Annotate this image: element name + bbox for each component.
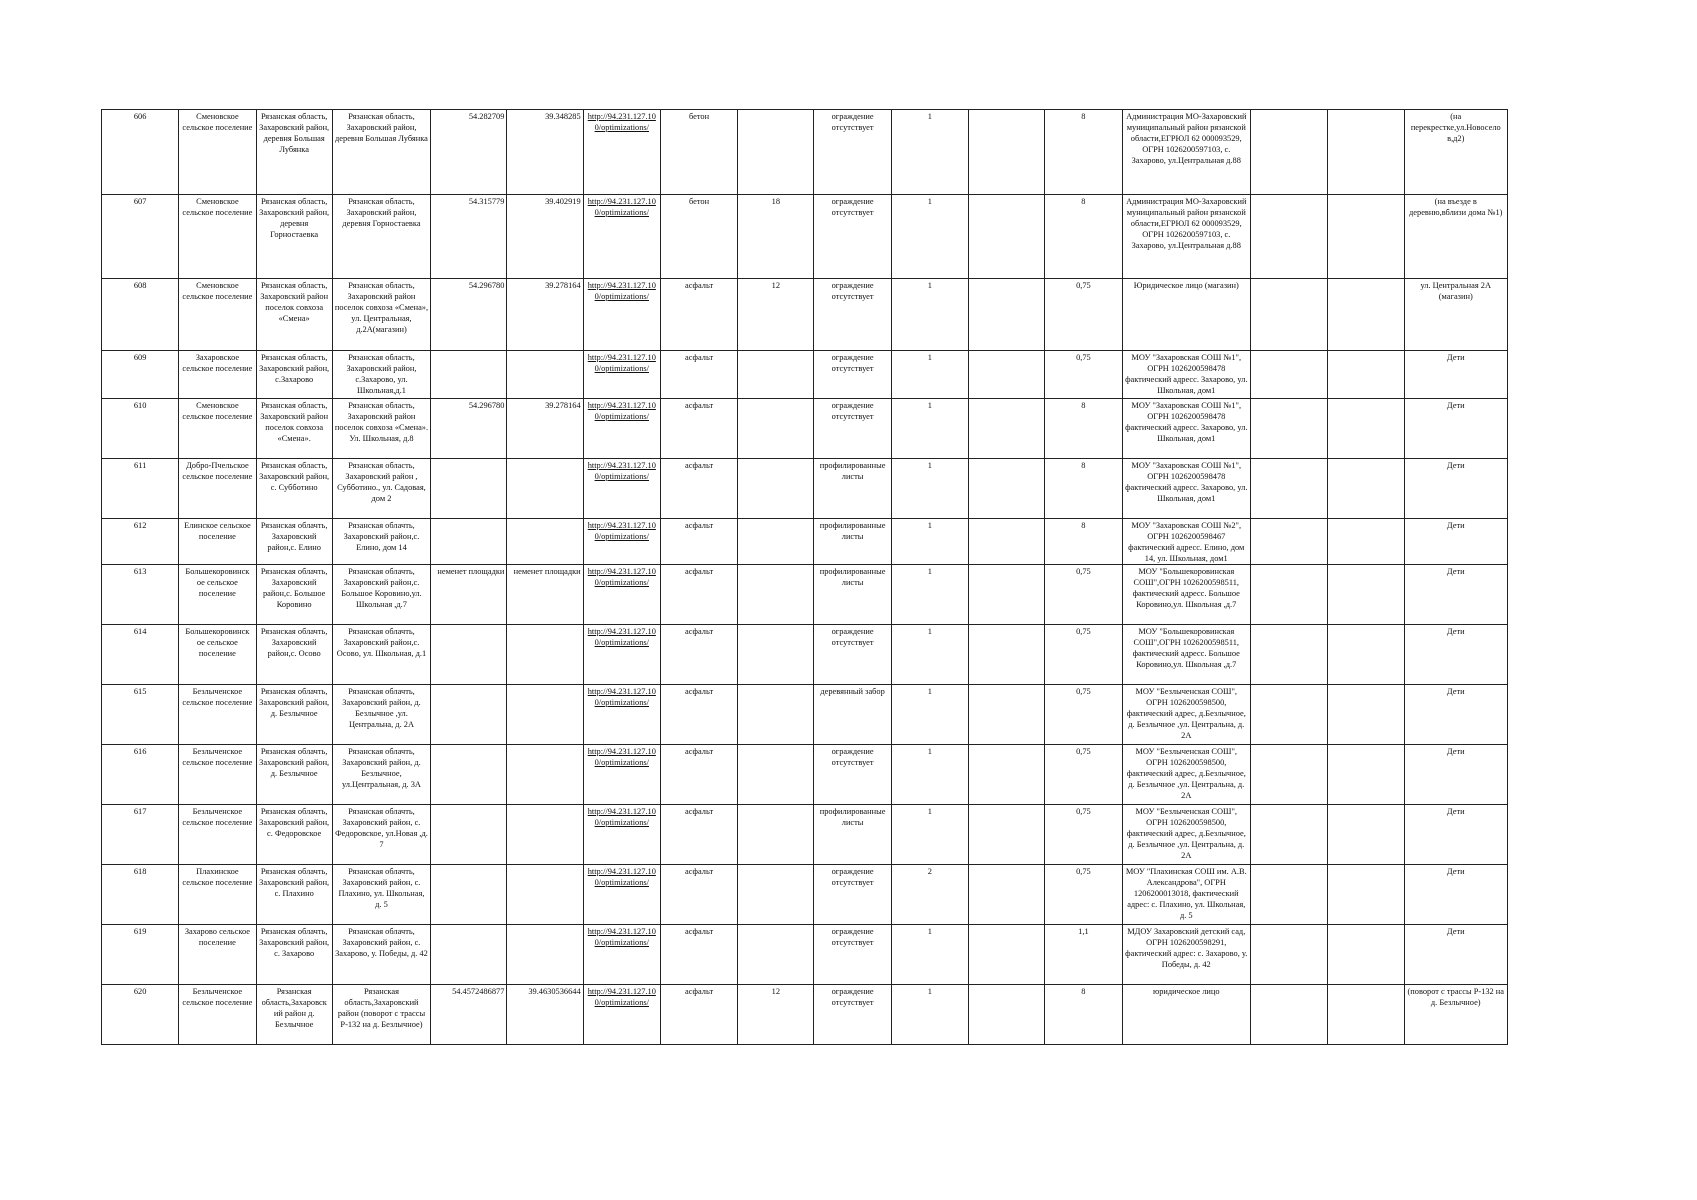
link-cell [583, 399, 660, 459]
longitude-cell [507, 685, 583, 745]
row-number-cell: 615 [102, 685, 179, 745]
table-row [102, 279, 1508, 351]
empty-cell [1250, 279, 1327, 351]
empty-cell [969, 519, 1045, 565]
empty-cell [969, 625, 1045, 685]
address-cell: Рязанская облачть, Захаровский район,с. Большое Коровино,ул. Школьная ,д.7 [332, 565, 430, 625]
longitude-cell [507, 459, 583, 519]
empty-cell [969, 351, 1045, 399]
surface-cell: асфальт [660, 351, 737, 399]
address-cell: Рязанская облачть, Захаровский район, с. Плахино, ул. Школьная, д. 5 [332, 865, 430, 925]
surface-cell: асфальт [660, 519, 737, 565]
fence-cell: ограждение отсутствует [814, 865, 891, 925]
waste-source-cell: Дети [1404, 625, 1507, 685]
row-number-cell: 612 [102, 519, 179, 565]
container-volume-cell: 0,75 [1045, 279, 1122, 351]
container-count-cell: 1 [891, 745, 968, 805]
table-row [102, 985, 1508, 1045]
table-row [102, 110, 1508, 195]
row-number-cell: 607 [102, 195, 179, 279]
longitude-cell [507, 805, 583, 865]
settlement-cell: Безлыченское сельское поселение [179, 745, 256, 805]
row-number-cell: 620 [102, 985, 179, 1045]
area-cell [738, 625, 814, 685]
owner-cell: Юридическое лицо (магазин) [1122, 279, 1250, 351]
table-row [102, 351, 1508, 399]
waste-source-cell: Дети [1404, 685, 1507, 745]
empty-cell [969, 459, 1045, 519]
empty-cell [969, 565, 1045, 625]
district-cell: Рязанская облачть, Захаровский район, д. Безлычное [256, 685, 332, 745]
container-volume-cell: 0,75 [1045, 351, 1122, 399]
settlement-cell: Безлыченское сельское поселение [179, 805, 256, 865]
address-cell: Рязанская облачть, Захаровский район, с. Захарово, у. Победы, д. 42 [332, 925, 430, 985]
container-volume-cell: 8 [1045, 985, 1122, 1045]
container-count-cell: 1 [891, 110, 968, 195]
district-cell: Рязанская облачть, Захаровский район,с. Елино [256, 519, 332, 565]
fence-cell: ограждение отсутствует [814, 925, 891, 985]
empty-cell [1250, 519, 1327, 565]
settlement-cell: Плахинское сельское поселение [179, 865, 256, 925]
table-row [102, 925, 1508, 985]
table-row [102, 865, 1508, 925]
surface-cell: асфальт [660, 279, 737, 351]
settlement-cell: Большекоровинск ое сельское поселение [179, 565, 256, 625]
longitude-cell [507, 745, 583, 805]
container-count-cell: 1 [891, 625, 968, 685]
table-row [102, 685, 1508, 745]
registry-link[interactable]: http://94.231.127.100/optimizations/ [587, 521, 656, 541]
empty-cell [969, 195, 1045, 279]
registry-link[interactable]: http://94.231.127.100/optimizations/ [587, 807, 656, 827]
container-volume-cell: 0,75 [1045, 805, 1122, 865]
latitude-cell [431, 459, 507, 519]
longitude-cell [507, 865, 583, 925]
row-number-cell: 606 [102, 110, 179, 195]
container-volume-cell: 1,1 [1045, 925, 1122, 985]
longitude-cell [507, 625, 583, 685]
row-number-cell: 618 [102, 865, 179, 925]
row-number-cell: 617 [102, 805, 179, 865]
owner-cell: МОУ "Безлыченская СОШ", ОГРН 1026200598500, фактический адрес, д.Безлычное, д. Безлычное ,ул. Центральна, д. 2А [1122, 805, 1250, 865]
settlement-cell: Сменовское сельское поселение [179, 399, 256, 459]
empty-cell [969, 745, 1045, 805]
latitude-cell [431, 351, 507, 399]
longitude-cell [507, 519, 583, 565]
waste-source-cell: (на въезде в деревню,вблизи дома №1) [1404, 195, 1507, 279]
fence-cell: ограждение отсутствует [814, 110, 891, 195]
waste-source-cell: Дети [1404, 565, 1507, 625]
empty-cell [1250, 925, 1327, 985]
empty-cell [1328, 110, 1404, 195]
empty-cell [1250, 745, 1327, 805]
container-volume-cell: 8 [1045, 399, 1122, 459]
waste-source-cell: Дети [1404, 865, 1507, 925]
empty-cell [1250, 351, 1327, 399]
settlement-cell: Сменовское сельское поселение [179, 195, 256, 279]
empty-cell [1250, 985, 1327, 1045]
settlement-cell: Безлыченское сельское поселение [179, 985, 256, 1045]
district-cell: Рязанская область, Захаровский район, с.Захарово [256, 351, 332, 399]
container-volume-cell: 8 [1045, 110, 1122, 195]
fence-cell: ограждение отсутствует [814, 351, 891, 399]
district-cell: Рязанская область, Захаровский район поселок совхоза «Смена» [256, 279, 332, 351]
owner-cell: юридическое лицо [1122, 985, 1250, 1045]
longitude-cell: 39.4630536644 [507, 985, 583, 1045]
owner-cell: МОУ "Безлыченская СОШ", ОГРН 1026200598500, фактический адрес, д.Безлычное, д. Безлычное ,ул. Центральна, д. 2А [1122, 685, 1250, 745]
latitude-cell: 54.315779 [431, 195, 507, 279]
address-cell: Рязанская область,Захаровский район (поворот с трассы Р-132 на д. Безлычное) [332, 985, 430, 1045]
empty-cell [1328, 805, 1404, 865]
district-cell: Рязанская область, Захаровский район поселок совхоза «Смена». [256, 399, 332, 459]
surface-cell: асфальт [660, 865, 737, 925]
waste-source-cell: Дети [1404, 459, 1507, 519]
waste-source-cell: Дети [1404, 351, 1507, 399]
empty-cell [1250, 685, 1327, 745]
fence-cell: ограждение отсутствует [814, 625, 891, 685]
address-cell: Рязанская область, Захаровский район поселок совхоза «Смена». Ул. Школьная, д.8 [332, 399, 430, 459]
longitude-cell [507, 351, 583, 399]
district-cell: Рязанская облачть, Захаровский район,с. Большое Коровино [256, 565, 332, 625]
container-count-cell: 1 [891, 459, 968, 519]
registry-link[interactable]: http://94.231.127.100/optimizations/ [587, 567, 656, 587]
link-cell [583, 805, 660, 865]
empty-cell [969, 925, 1045, 985]
fence-cell: профилированные листы [814, 565, 891, 625]
waste-source-cell: Дети [1404, 399, 1507, 459]
longitude-cell: 39.278164 [507, 399, 583, 459]
settlement-cell: Большекоровинск ое сельское поселение [179, 625, 256, 685]
empty-cell [1328, 519, 1404, 565]
latitude-cell: 54.4572486877 [431, 985, 507, 1045]
latitude-cell [431, 745, 507, 805]
address-cell: Рязанская облачть, Захаровский район, д. Безлычное ,ул. Центральна, д. 2А [332, 685, 430, 745]
waste-source-cell: ул. Центральная 2А (магазин) [1404, 279, 1507, 351]
owner-cell: МОУ "Большекоровинская СОШ",ОГРН 1026200598511, фактический адресс. Большое Коровино,ул. Школьная ,д.7 [1122, 625, 1250, 685]
surface-cell: бетон [660, 110, 737, 195]
district-cell: Рязанская область,Захаровск ий район д. Безлычное [256, 985, 332, 1045]
container-count-cell: 1 [891, 519, 968, 565]
area-cell [738, 865, 814, 925]
waste-source-cell: (поворот с трассы Р-132 на д. Безлычное) [1404, 985, 1507, 1045]
owner-cell: МОУ "Захаровская СОШ №1", ОГРН 1026200598478 фактический адресс. Захарово, ул. Школьная, дом1 [1122, 459, 1250, 519]
registry-link[interactable]: http://94.231.127.100/optimizations/ [587, 927, 656, 947]
container-count-cell: 1 [891, 279, 968, 351]
waste-source-cell: Дети [1404, 519, 1507, 565]
district-cell: Рязанская облачть, Захаровский район, д. Безлычное [256, 745, 332, 805]
link-cell [583, 110, 660, 195]
registry-link[interactable]: http://94.231.127.100/optimizations/ [587, 112, 656, 132]
empty-cell [1250, 195, 1327, 279]
settlement-cell: Добро-Пчельское сельское поселение [179, 459, 256, 519]
owner-cell: МОУ "Большекоровинская СОШ",ОГРН 1026200598511, фактический адресс. Большое Коровино,ул. Школьная ,д.7 [1122, 565, 1250, 625]
area-cell: 12 [738, 279, 814, 351]
surface-cell: асфальт [660, 805, 737, 865]
address-cell: Рязанская облачть, Захаровский район, с. Федоровское, ул.Новая ,д. 7 [332, 805, 430, 865]
registry-link[interactable]: http://94.231.127.100/optimizations/ [587, 197, 656, 217]
settlement-cell: Елинское сельское поселение [179, 519, 256, 565]
surface-cell: асфальт [660, 625, 737, 685]
empty-cell [1250, 565, 1327, 625]
district-cell: Рязанская область, Захаровский район, с. Субботино [256, 459, 332, 519]
address-cell: Рязанская облачть, Захаровский район,с. Осово, ул. Школьная, д.1 [332, 625, 430, 685]
owner-cell: Администрация МО-Захаровский муниципальный район рязанской области,ЕГРЮЛ 62 000093529, ОГРН 1026200597103, с. Захарово, ул.Центральная д.88 [1122, 110, 1250, 195]
fence-cell: профилированные листы [814, 459, 891, 519]
row-number-cell: 613 [102, 565, 179, 625]
area-cell [738, 805, 814, 865]
link-cell [583, 865, 660, 925]
waste-source-cell: Дети [1404, 805, 1507, 865]
registry-table [101, 109, 1508, 1045]
link-cell [583, 925, 660, 985]
container-count-cell: 1 [891, 805, 968, 865]
container-count-cell: 1 [891, 195, 968, 279]
container-volume-cell: 8 [1045, 519, 1122, 565]
container-count-cell: 1 [891, 685, 968, 745]
fence-cell: ограждение отсутствует [814, 195, 891, 279]
container-count-cell: 2 [891, 865, 968, 925]
latitude-cell [431, 625, 507, 685]
fence-cell: профилированные листы [814, 519, 891, 565]
empty-cell [969, 865, 1045, 925]
district-cell: Рязанская облачть, Захаровский район, с. Федоровское [256, 805, 332, 865]
empty-cell [1328, 925, 1404, 985]
table-row [102, 565, 1508, 625]
area-cell [738, 519, 814, 565]
surface-cell: асфальт [660, 399, 737, 459]
latitude-cell [431, 685, 507, 745]
row-number-cell: 616 [102, 745, 179, 805]
table-row [102, 459, 1508, 519]
link-cell [583, 565, 660, 625]
container-volume-cell: 0,75 [1045, 865, 1122, 925]
empty-cell [1328, 279, 1404, 351]
address-cell: Рязанская облачть, Захаровский район, д. Безлычное, ул.Центральная, д. 3А [332, 745, 430, 805]
owner-cell: Администрация МО-Захаровский муниципальный район рязанской области,ЕГРЮЛ 62 000093529, ОГРН 1026200597103, с. Захарово, ул.Центральная д.88 [1122, 195, 1250, 279]
row-number-cell: 614 [102, 625, 179, 685]
settlement-cell: Сменовское сельское поселение [179, 110, 256, 195]
surface-cell: асфальт [660, 459, 737, 519]
empty-cell [969, 805, 1045, 865]
latitude-cell: 54.296780 [431, 399, 507, 459]
latitude-cell: 54.282709 [431, 110, 507, 195]
link-cell [583, 745, 660, 805]
empty-cell [1250, 865, 1327, 925]
owner-cell: МОУ "Захаровская СОШ №2", ОГРН 1026200598467 фактический адресс. Елино, дом 14, ул. Школьная, дом1 [1122, 519, 1250, 565]
waste-source-cell: Дети [1404, 745, 1507, 805]
longitude-cell: 39.348285 [507, 110, 583, 195]
address-cell: Рязанская область, Захаровский район, деревня Большая Лубянка [332, 110, 430, 195]
surface-cell: асфальт [660, 925, 737, 985]
link-cell [583, 985, 660, 1045]
settlement-cell: Захарово сельское поселение [179, 925, 256, 985]
container-count-cell: 1 [891, 925, 968, 985]
empty-cell [1328, 745, 1404, 805]
empty-cell [1328, 351, 1404, 399]
link-cell [583, 351, 660, 399]
container-count-cell: 1 [891, 565, 968, 625]
table-row [102, 625, 1508, 685]
address-cell: Рязанская область, Захаровский район поселок совхоза «Смена», ул. Центральная, д.2А(магазин) [332, 279, 430, 351]
settlement-cell: Безлыченское сельское поселение [179, 685, 256, 745]
area-cell [738, 399, 814, 459]
area-cell [738, 565, 814, 625]
empty-cell [1328, 399, 1404, 459]
surface-cell: асфальт [660, 985, 737, 1045]
table-row [102, 805, 1508, 865]
fence-cell: ограждение отсутствует [814, 985, 891, 1045]
fence-cell: деревянный забор [814, 685, 891, 745]
empty-cell [1250, 805, 1327, 865]
district-cell: Рязанская область, Захаровский район, деревня Горностаевка [256, 195, 332, 279]
empty-cell [969, 110, 1045, 195]
container-volume-cell: 0,75 [1045, 565, 1122, 625]
area-cell [738, 745, 814, 805]
fence-cell: ограждение отсутствует [814, 279, 891, 351]
container-volume-cell: 8 [1045, 195, 1122, 279]
registry-link[interactable]: http://94.231.127.100/optimizations/ [587, 867, 656, 887]
empty-cell [1328, 985, 1404, 1045]
waste-source-cell: Дети [1404, 925, 1507, 985]
empty-cell [1328, 865, 1404, 925]
latitude-cell [431, 519, 507, 565]
container-count-cell: 1 [891, 351, 968, 399]
area-cell [738, 925, 814, 985]
empty-cell [969, 985, 1045, 1045]
surface-cell: асфальт [660, 565, 737, 625]
district-cell: Рязанская облачть, Захаровский район, с. Захарово [256, 925, 332, 985]
empty-cell [969, 399, 1045, 459]
longitude-cell: неменет площадки [507, 565, 583, 625]
container-volume-cell: 0,75 [1045, 745, 1122, 805]
area-cell [738, 685, 814, 745]
surface-cell: асфальт [660, 685, 737, 745]
owner-cell: МОУ "Захаровская СОШ №1", ОГРН 1026200598478 фактический адресс. Захарово, ул. Школьная, дом1 [1122, 351, 1250, 399]
registry-link[interactable]: http://94.231.127.100/optimizations/ [587, 987, 656, 1007]
area-cell [738, 110, 814, 195]
latitude-cell: 54.296780 [431, 279, 507, 351]
latitude-cell: неменет площадки [431, 565, 507, 625]
registry-link[interactable]: http://94.231.127.100/optimizations/ [587, 353, 656, 373]
empty-cell [1250, 110, 1327, 195]
area-cell [738, 459, 814, 519]
link-cell [583, 195, 660, 279]
empty-cell [1328, 459, 1404, 519]
empty-cell [1328, 685, 1404, 745]
registry-link[interactable]: http://94.231.127.100/optimizations/ [587, 747, 656, 767]
fence-cell: ограждение отсутствует [814, 745, 891, 805]
row-number-cell: 611 [102, 459, 179, 519]
row-number-cell: 610 [102, 399, 179, 459]
settlement-cell: Захаровское сельское поселение [179, 351, 256, 399]
surface-cell: бетон [660, 195, 737, 279]
fence-cell: профилированные листы [814, 805, 891, 865]
address-cell: Рязанская область, Захаровский район, с.Захарово, ул. Школьная,д.1 [332, 351, 430, 399]
longitude-cell: 39.402919 [507, 195, 583, 279]
empty-cell [1328, 565, 1404, 625]
owner-cell: МОУ "Плахинская СОШ им. А.В. Александрова", ОГРН 1206200013018, фактический адрес: с. Плахино, ул. Школьная, д. 5 [1122, 865, 1250, 925]
link-cell [583, 685, 660, 745]
longitude-cell: 39.278164 [507, 279, 583, 351]
link-cell [583, 279, 660, 351]
table-row [102, 399, 1508, 459]
surface-cell: асфальт [660, 745, 737, 805]
container-volume-cell: 0,75 [1045, 625, 1122, 685]
longitude-cell [507, 925, 583, 985]
row-number-cell: 608 [102, 279, 179, 351]
area-cell: 12 [738, 985, 814, 1045]
settlement-cell: Сменовское сельское поселение [179, 279, 256, 351]
address-cell: Рязанская область, Захаровский район , Субботино., ул. Садовая, дом 2 [332, 459, 430, 519]
container-volume-cell: 8 [1045, 459, 1122, 519]
area-cell: 18 [738, 195, 814, 279]
registry-link[interactable]: http://94.231.127.100/optimizations/ [587, 687, 656, 707]
registry-link[interactable]: http://94.231.127.100/optimizations/ [587, 281, 656, 301]
link-cell [583, 519, 660, 565]
owner-cell: МДОУ Захаровский детский сад, ОГРН 1026200598291, фактический адрес: с. Захарово, у. Победы, д. 42 [1122, 925, 1250, 985]
empty-cell [969, 279, 1045, 351]
district-cell: Рязанская область, Захаровский район, деревня Большая Лубянка [256, 110, 332, 195]
waste-source-cell: (на перекрестке,ул.Новосело в,д2) [1404, 110, 1507, 195]
table-row [102, 745, 1508, 805]
table-row [102, 195, 1508, 279]
link-cell [583, 459, 660, 519]
empty-cell [1250, 399, 1327, 459]
empty-cell [1250, 459, 1327, 519]
row-number-cell: 619 [102, 925, 179, 985]
empty-cell [1328, 195, 1404, 279]
empty-cell [1250, 625, 1327, 685]
owner-cell: МОУ "Захаровская СОШ №1", ОГРН 1026200598478 фактический адресс. Захарово, ул. Школьная, дом1 [1122, 399, 1250, 459]
latitude-cell [431, 805, 507, 865]
row-number-cell: 609 [102, 351, 179, 399]
link-cell [583, 625, 660, 685]
registry-link[interactable]: http://94.231.127.100/optimizations/ [587, 461, 656, 481]
container-count-cell: 1 [891, 985, 968, 1045]
registry-link[interactable]: http://94.231.127.100/optimizations/ [587, 401, 656, 421]
container-volume-cell: 0,75 [1045, 685, 1122, 745]
district-cell: Рязанская облачть, Захаровский район, с. Плахино [256, 865, 332, 925]
latitude-cell [431, 865, 507, 925]
address-cell: Рязанская облачть, Захаровский район,с. Елино, дом 14 [332, 519, 430, 565]
address-cell: Рязанская область, Захаровский район, деревня Горностаевка [332, 195, 430, 279]
owner-cell: МОУ "Безлыченская СОШ", ОГРН 1026200598500, фактический адрес, д.Безлычное, д. Безлычное ,ул. Центральна, д. 2А [1122, 745, 1250, 805]
fence-cell: ограждение отсутствует [814, 399, 891, 459]
container-count-cell: 1 [891, 399, 968, 459]
district-cell: Рязанская облачть, Захаровский район,с. Осово [256, 625, 332, 685]
empty-cell [1328, 625, 1404, 685]
table-row [102, 519, 1508, 565]
registry-link[interactable]: http://94.231.127.100/optimizations/ [587, 627, 656, 647]
area-cell [738, 351, 814, 399]
latitude-cell [431, 925, 507, 985]
empty-cell [969, 685, 1045, 745]
